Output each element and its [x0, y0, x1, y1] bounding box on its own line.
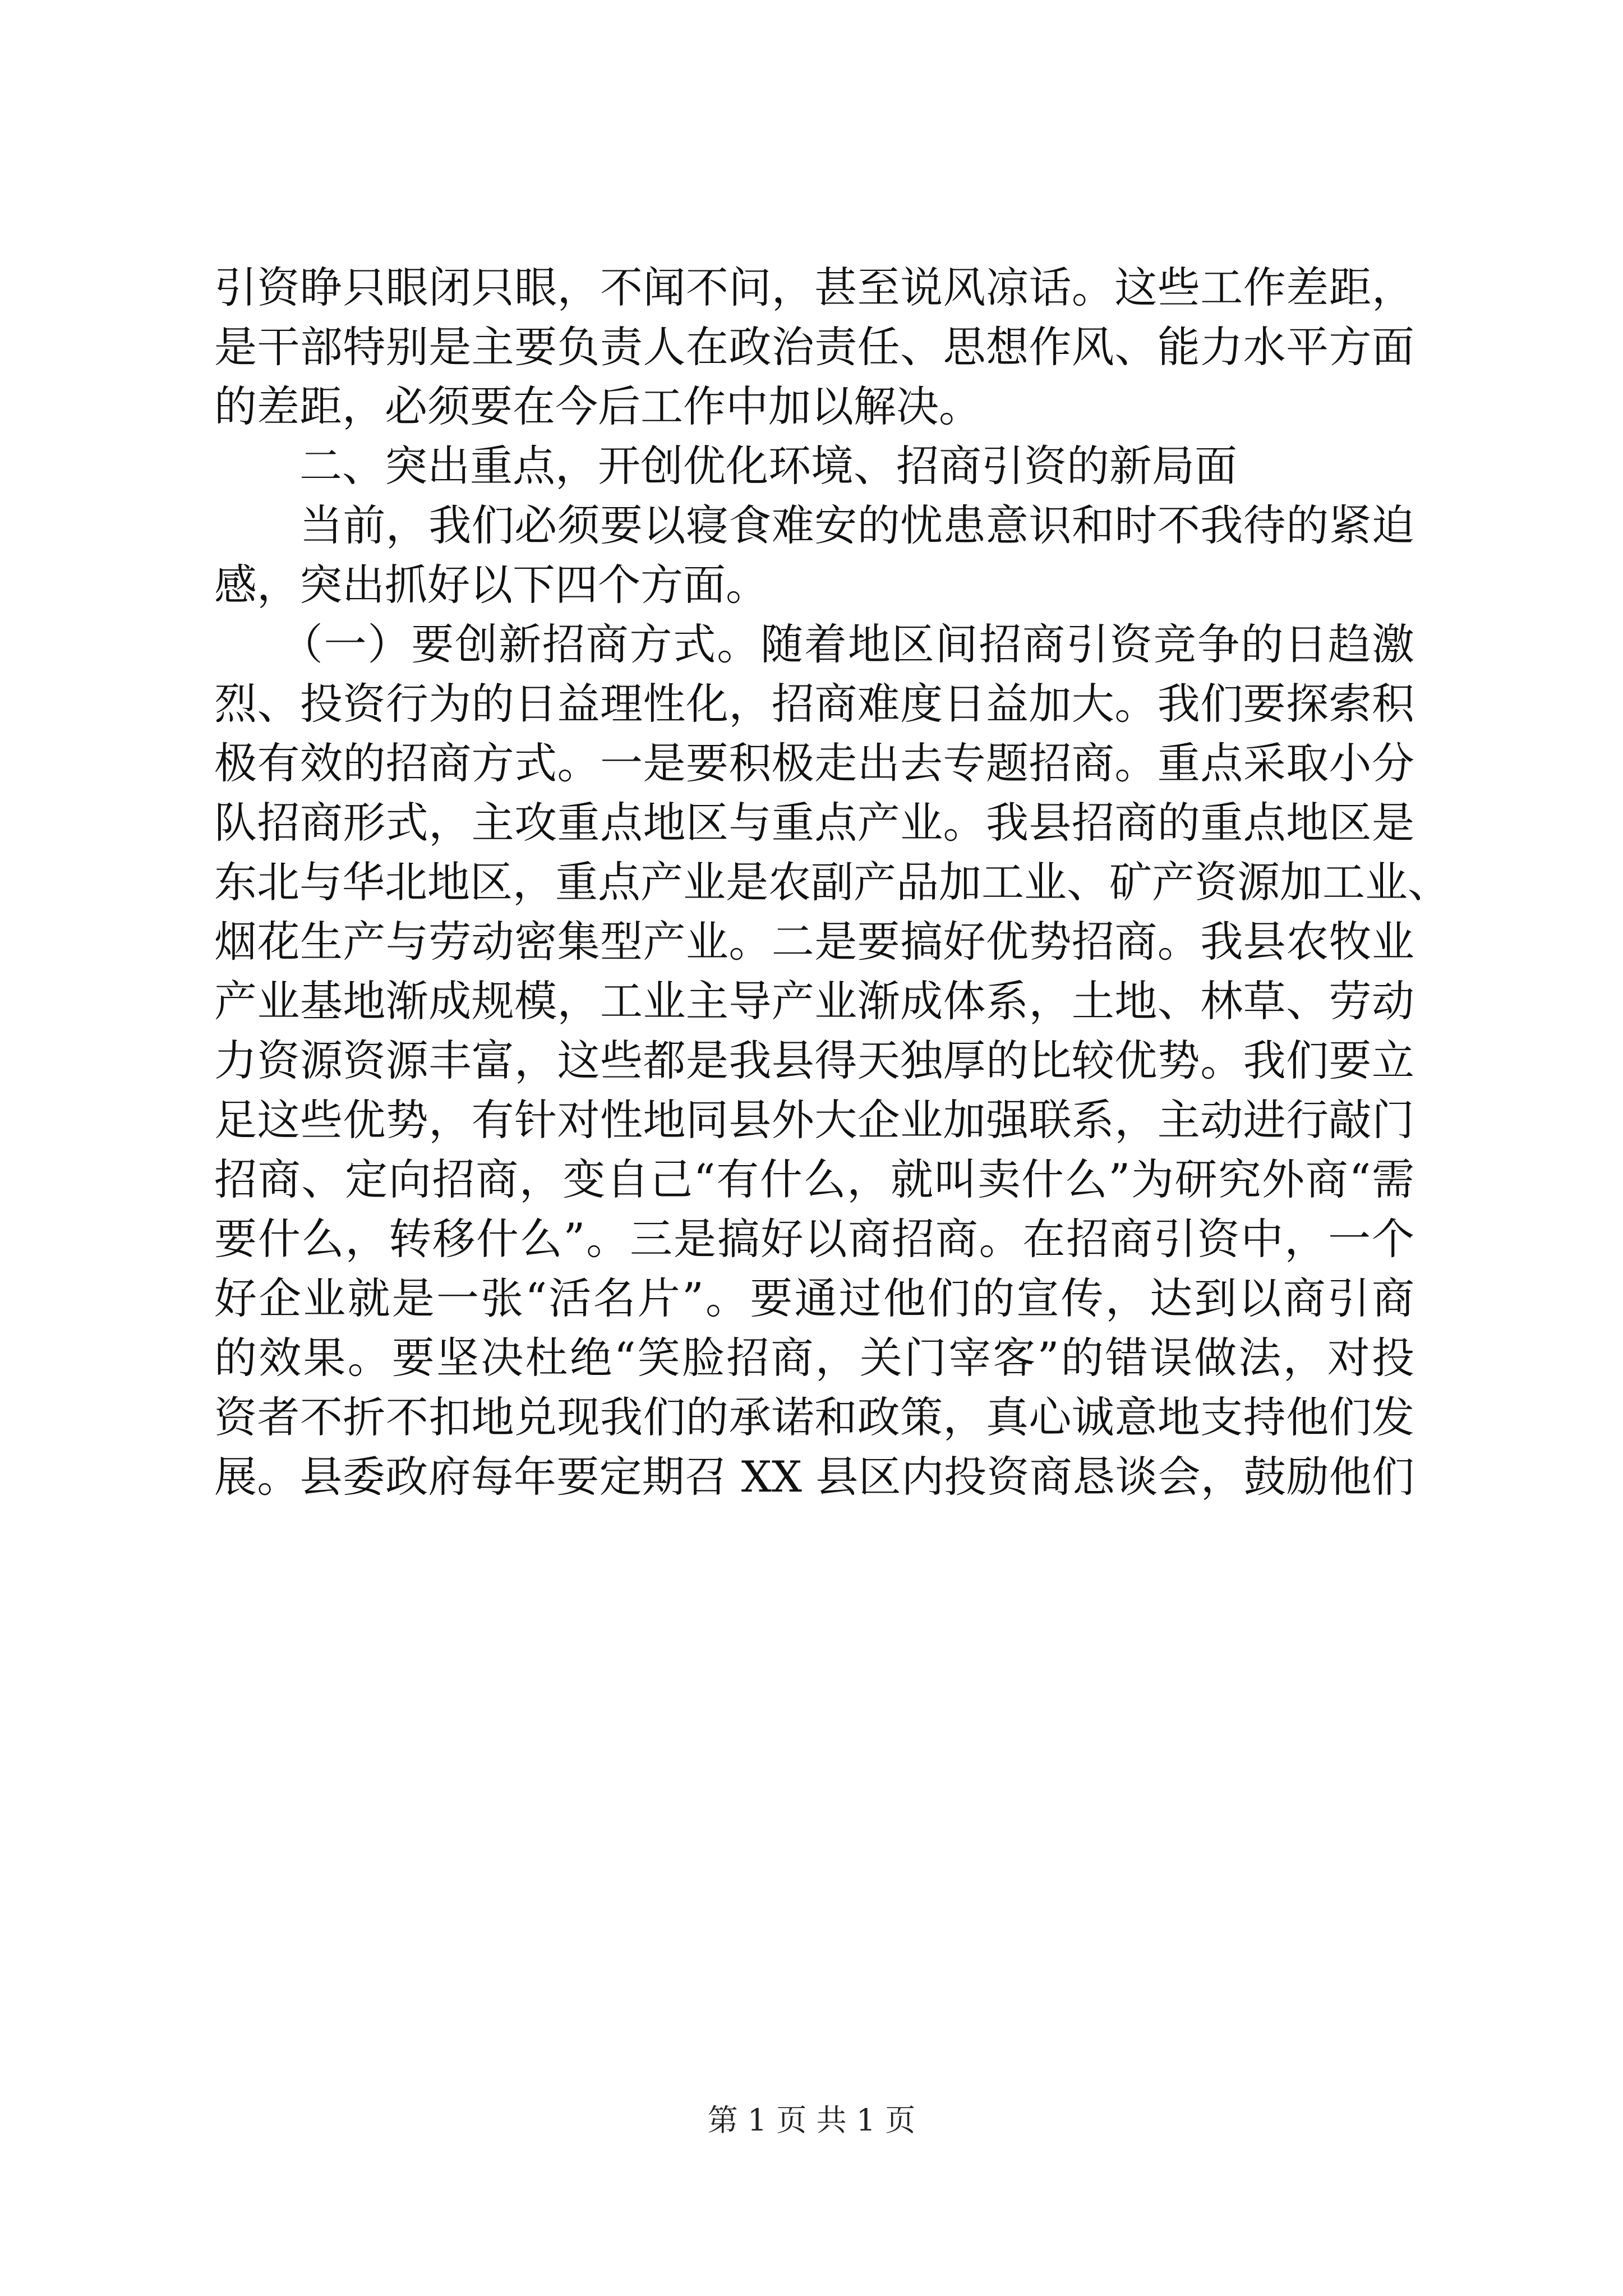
body-line-21: 展。县委政府每年要定期召 XX 县区内投资商恳谈会，鼓励他们 [214, 1452, 1414, 1502]
body-line-20: 资者不折不扣地兑现我们的承诺和政策，真心诚意地支持他们发 [214, 1392, 1414, 1442]
section-heading: 二、突出重点，开创优化环境、招商引资的新局面 [214, 441, 1237, 491]
body-line-8: 烈、投资行为的日益理性化，招商难度日益加大。我们要探索积 [214, 679, 1414, 729]
body-line-14: 力资源资源丰富，这些都是我县得天独厚的比较优势。我们要立 [214, 1036, 1414, 1085]
body-line-2: 是干部特别是主要负责人在政治责任、思想作风、能力水平方面 [214, 322, 1414, 372]
body-line-10: 队招商形式，主攻重点地区与重点产业。我县招商的重点地区是 [214, 798, 1414, 848]
body-line-19: 的效果。要坚决杜绝“笑脸招商，关门宰客”的错误做法，对投 [214, 1333, 1414, 1383]
body-line-1: 引资睁只眼闭只眼，不闻不问，甚至说风凉话。这些工作差距， [214, 263, 1414, 312]
body-line-17: 要什么，转移什么”。三是搞好以商招商。在招商引资中，一个 [214, 1214, 1414, 1264]
body-line-18: 好企业就是一张“活名片”。要通过他们的宣传，达到以商引商 [214, 1273, 1414, 1323]
body-line-3: 的差距，必须要在今后工作中加以解决。 [214, 381, 981, 431]
body-line-11: 东北与华北地区，重点产业是农副产品加工业、矿产资源加工业、 [214, 857, 1450, 907]
body-line-5: 当前，我们必须要以寝食难安的忧患意识和时不我待的紧迫 [214, 500, 1414, 550]
body-line-12: 烟花生产与劳动密集型产业。二是要搞好优势招商。我县农牧业 [214, 917, 1414, 967]
page-footer: 第 1 页 共 1 页 [707, 2102, 916, 2138]
body-line-16: 招商、定向招商，变自己“有什么，就叫卖什么”为研究外商“需 [214, 1154, 1414, 1204]
body-line-13: 产业基地渐成规模，工业主导产业渐成体系，土地、林草、劳动 [214, 976, 1414, 1026]
body-line-15: 足这些优势，有针对性地同县外大企业加强联系，主动进行敲门 [214, 1095, 1414, 1145]
body-line-9: 极有效的招商方式。一是要积极走出去专题招商。重点采取小分 [214, 738, 1414, 788]
body-line-6: 感，突出抓好以下四个方面。 [214, 560, 768, 610]
body-line-7: （一）要创新招商方式。随着地区间招商引资竞争的日趋激 [214, 619, 1414, 669]
document-body [214, 258, 1450, 1507]
